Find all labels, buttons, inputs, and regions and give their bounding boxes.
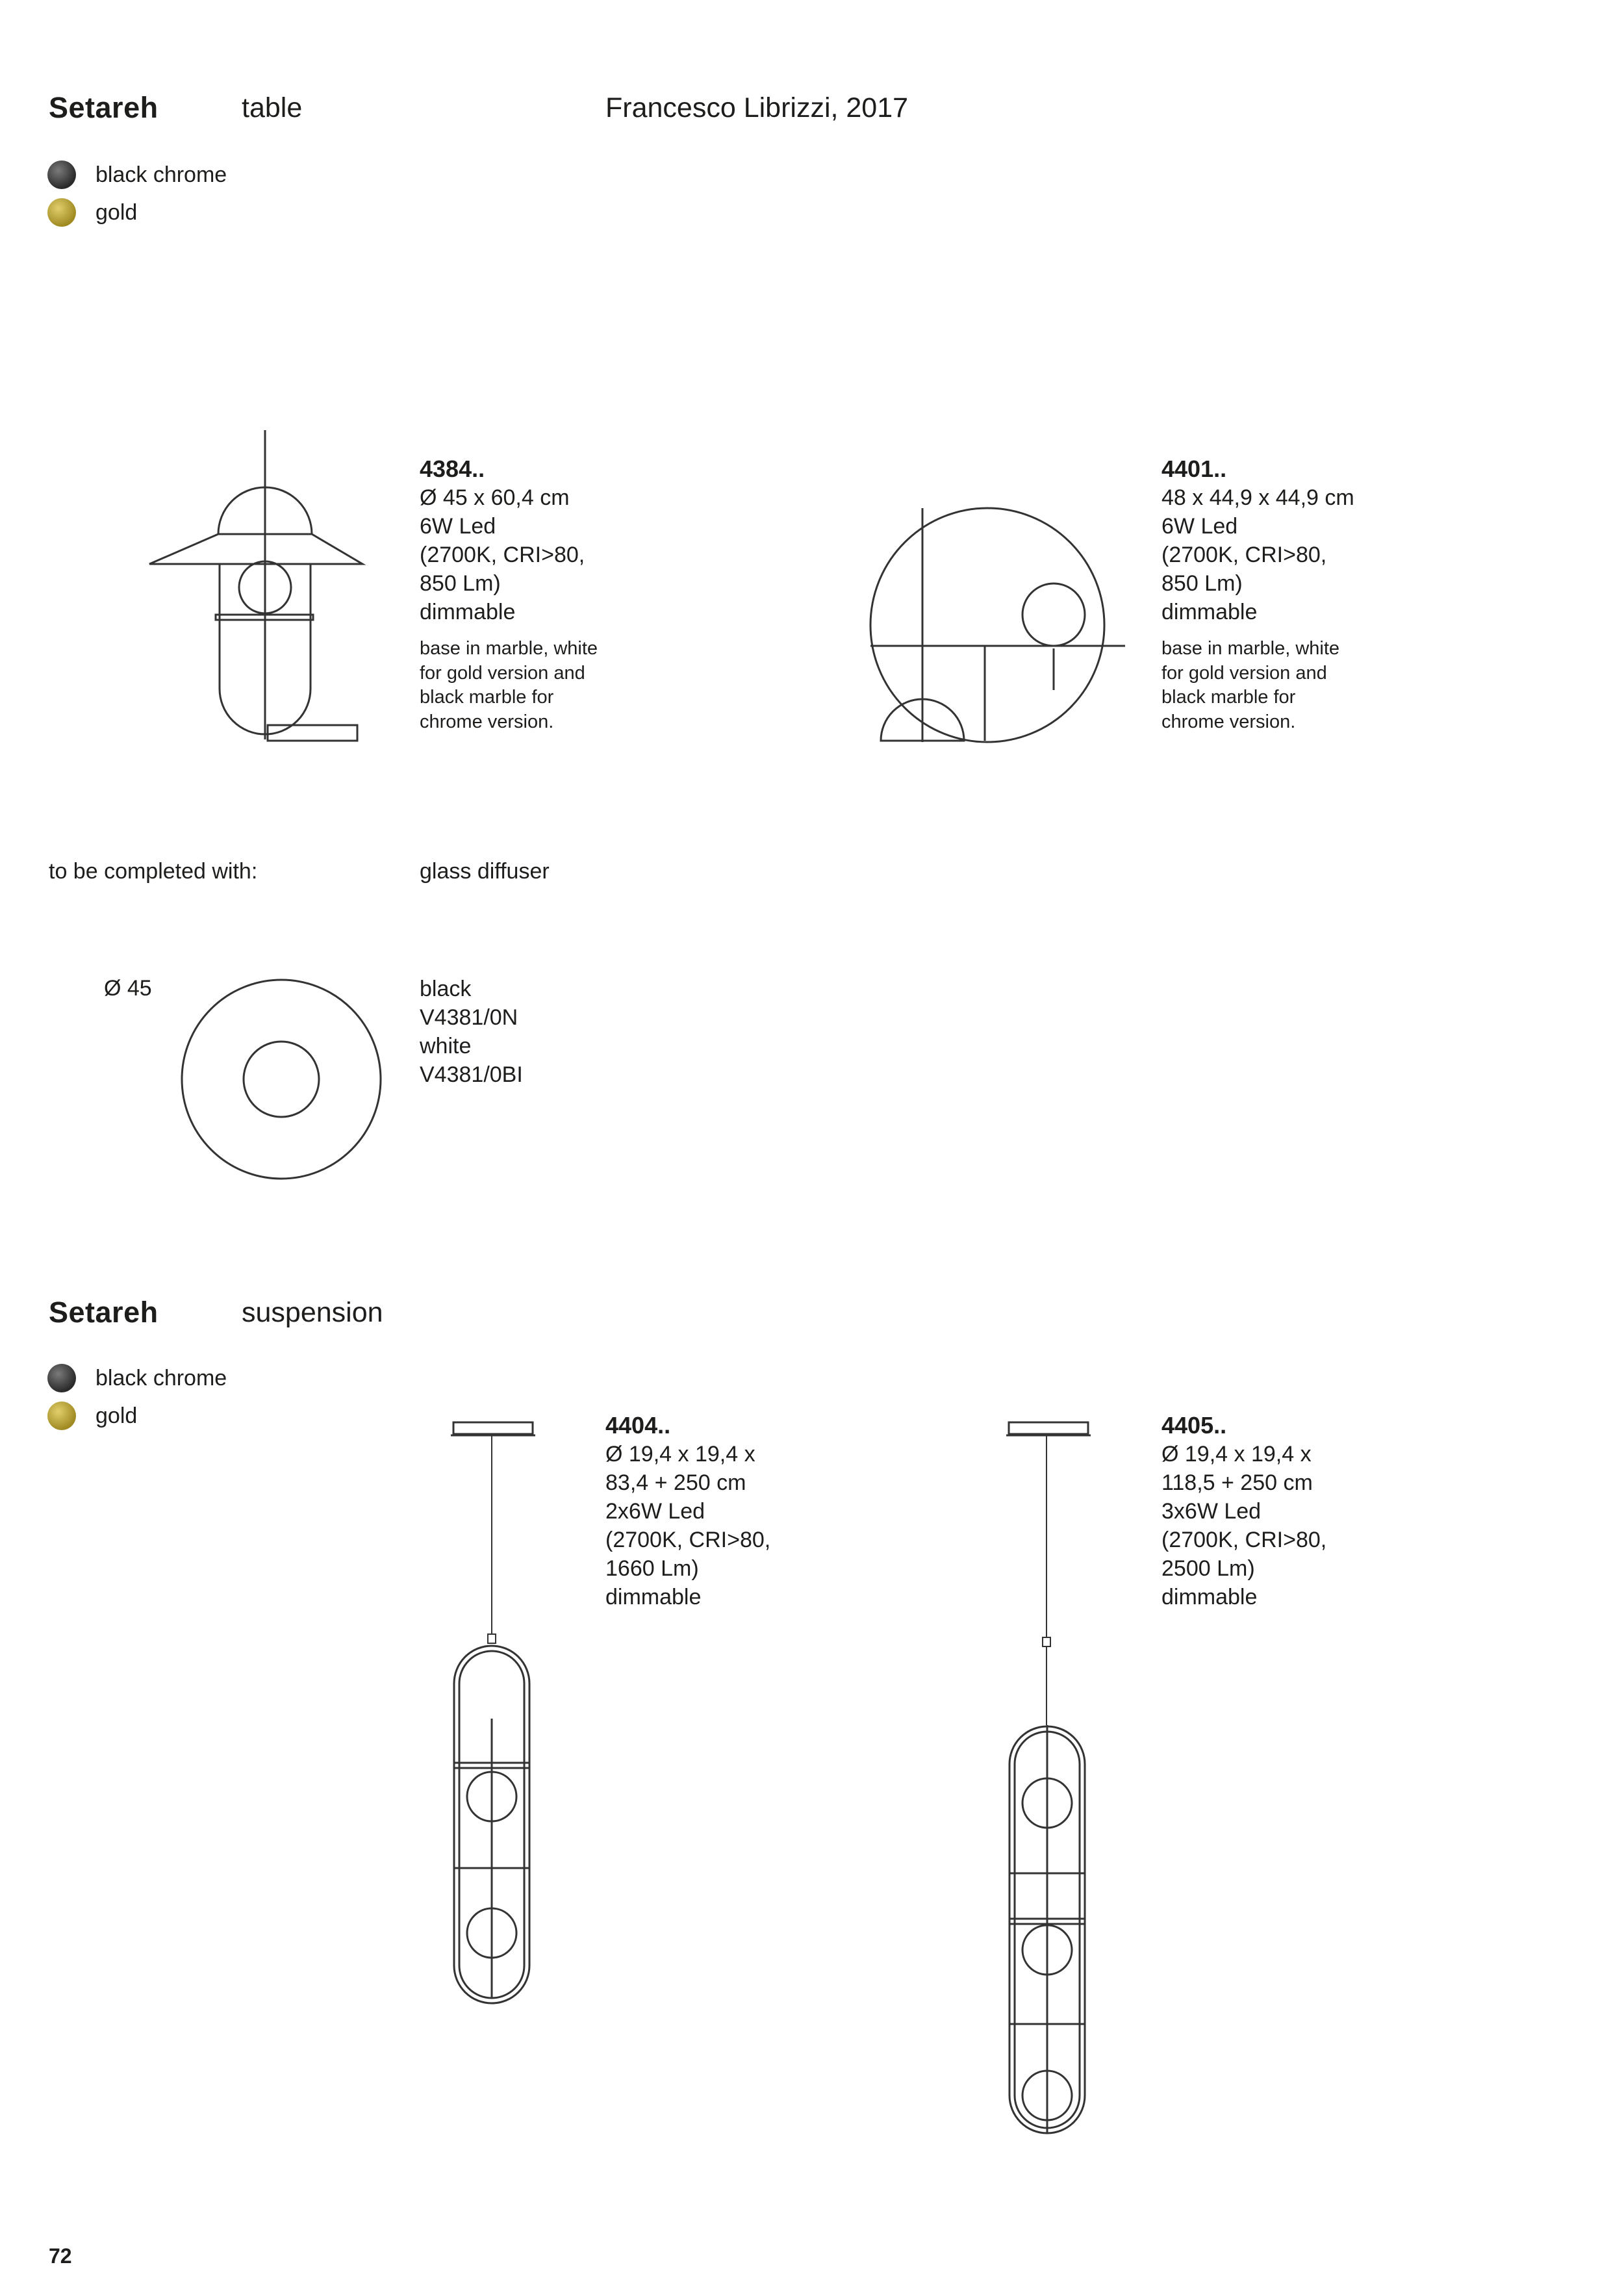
finish-item-gold	[47, 1400, 227, 1432]
ceiling-canopy	[453, 1422, 533, 1434]
finish-label: black chrome	[95, 162, 227, 187]
finish-label: black chrome	[95, 1365, 227, 1390]
suspension-4405-drawing	[1004, 1413, 1101, 2147]
note-line: black marble for	[420, 687, 554, 708]
lamp-globe	[1022, 583, 1085, 646]
diffuser-option: black	[420, 977, 472, 1001]
lamp-frame-left	[220, 564, 265, 734]
suspension-finish-list	[47, 1362, 227, 1432]
lamp-shade	[149, 534, 362, 564]
note-line: chrome version.	[1161, 711, 1296, 732]
spec-line: dimmable	[1161, 1585, 1258, 1609]
product-code: 4405..	[1161, 1412, 1227, 1439]
note-line: chrome version.	[420, 711, 554, 732]
diffuser-outer-circle	[182, 980, 381, 1179]
table-finish-list	[47, 159, 227, 229]
suspension-product-name: Setareh	[49, 1296, 159, 1329]
finish-label: gold	[95, 1403, 138, 1428]
finish-item-gold	[47, 196, 227, 229]
diffuser-diameter: Ø 45	[104, 976, 152, 1001]
spec-line: (2700K, CRI>80,	[1161, 1528, 1327, 1552]
product-code: 4401..	[1161, 455, 1227, 482]
spec-line: (2700K, CRI>80,	[1161, 543, 1327, 567]
spec-line: 3x6W Led	[1161, 1499, 1262, 1524]
product-4401-specs	[1161, 455, 1354, 734]
spec-line: 850 Lm)	[420, 571, 501, 596]
note-line: for gold version and	[1161, 662, 1327, 684]
product-note	[420, 637, 598, 734]
spec-line: 1660 Lm)	[605, 1556, 699, 1581]
suspension-4404-drawing	[448, 1413, 546, 1985]
accessory-name: glass diffuser	[420, 859, 550, 884]
spec-line: Ø 19,4 x 19,4 x	[605, 1442, 755, 1467]
glass-diffuser-drawing	[181, 975, 383, 1184]
note-line: for gold version and	[420, 662, 585, 684]
note-line: base in marble, white	[420, 638, 598, 659]
product-4404-specs	[605, 1411, 770, 1611]
gold-swatch	[47, 1402, 76, 1430]
designer-credit: Francesco Librizzi, 2017	[605, 92, 909, 123]
product-code: 4404..	[605, 1412, 671, 1439]
diffuser-options	[420, 975, 523, 1089]
finish-item-black-chrome	[47, 159, 227, 191]
spec-line: dimmable	[605, 1585, 702, 1609]
note-line: black marble for	[1161, 687, 1296, 708]
black-chrome-swatch	[47, 160, 76, 189]
spec-line: 6W Led	[1161, 514, 1238, 539]
spec-line: 2x6W Led	[605, 1499, 705, 1524]
product-note	[1161, 637, 1354, 734]
spec-line: Ø 19,4 x 19,4 x	[1161, 1442, 1312, 1467]
lamp-frame-right	[265, 564, 311, 734]
table-product-name: Setareh	[49, 91, 159, 124]
suspension-product-type: suspension	[242, 1297, 383, 1328]
product-code: 4384..	[420, 455, 485, 482]
table-product-type: table	[242, 92, 303, 123]
ceiling-canopy	[1009, 1422, 1088, 1434]
spec-line: dimmable	[1161, 600, 1258, 624]
spec-line: 850 Lm)	[1161, 571, 1243, 596]
diffuser-option: V4381/0N	[420, 1005, 518, 1030]
finish-label: gold	[95, 199, 138, 225]
product-4405-specs	[1161, 1411, 1326, 1611]
diffuser-option: white	[420, 1034, 472, 1058]
table-lamp-4384-drawing	[143, 422, 377, 747]
completion-intro: to be completed with:	[49, 859, 258, 884]
diffuser-option: V4381/0BI	[420, 1062, 523, 1087]
cable-clamp	[1043, 1637, 1050, 1646]
table-lamp-4401-drawing	[870, 500, 1130, 760]
page-number: 72	[49, 2244, 72, 2268]
diffuser-inner-circle	[244, 1042, 319, 1117]
product-4384-specs	[420, 455, 598, 734]
spec-line: 118,5 + 250 cm	[1161, 1470, 1313, 1495]
black-chrome-swatch	[47, 1364, 76, 1392]
spec-line: 2500 Lm)	[1161, 1556, 1255, 1581]
spec-line: 6W Led	[420, 514, 496, 539]
spec-line: (2700K, CRI>80,	[420, 543, 585, 567]
lamp-outer-ring	[870, 508, 1104, 742]
lamp-marble-base	[268, 725, 357, 741]
spec-line: (2700K, CRI>80,	[605, 1528, 771, 1552]
cable-clamp	[488, 1634, 496, 1643]
spec-line: Ø 45 x 60,4 cm	[420, 485, 570, 510]
note-line: base in marble, white	[1161, 638, 1340, 659]
gold-swatch	[47, 198, 76, 227]
spec-line: 83,4 + 250 cm	[605, 1470, 746, 1495]
spec-line: dimmable	[420, 600, 516, 624]
spec-line: 48 x 44,9 x 44,9 cm	[1161, 485, 1354, 510]
finish-item-black-chrome	[47, 1362, 227, 1394]
